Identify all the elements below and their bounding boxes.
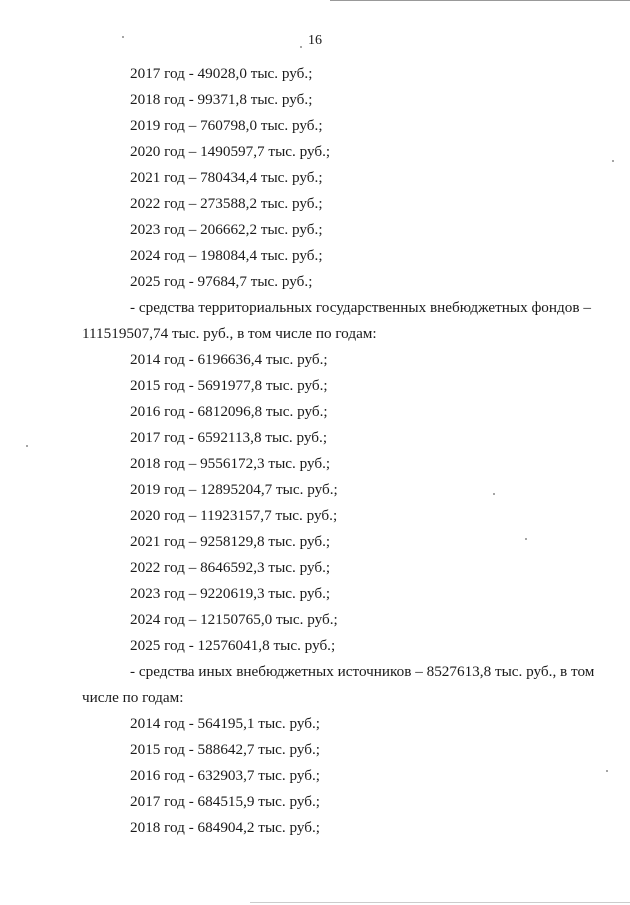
page-number: 16 xyxy=(308,33,322,48)
list-item: 2019 год – 760798,0 тыс. руб.; xyxy=(130,117,323,134)
list-item: 2016 год - 632903,7 тыс. руб.; xyxy=(130,767,321,784)
list-item: 2015 год - 588642,7 тыс. руб.; xyxy=(130,741,321,758)
paragraph-line: числе по годам: xyxy=(82,689,184,706)
list-item: 2023 год – 9220619,3 тыс. руб.; xyxy=(130,585,331,602)
paragraph-line: 111519507,74 тыс. руб., в том числе по годам: xyxy=(82,325,377,342)
list-item: 2022 год – 273588,2 тыс. руб.; xyxy=(130,195,323,212)
scan-edge-top xyxy=(330,0,630,1)
list-item: 2021 год – 9258129,8 тыс. руб.; xyxy=(130,533,331,550)
list-item: 2024 год – 198084,4 тыс. руб.; xyxy=(130,247,323,264)
list-item: 2014 год - 564195,1 тыс. руб.; xyxy=(130,715,321,732)
list-item: 2019 год – 12895204,7 тыс. руб.; xyxy=(130,481,338,498)
list-item: 2017 год - 49028,0 тыс. руб.; xyxy=(130,65,313,82)
scan-speck xyxy=(525,538,527,540)
scan-speck xyxy=(612,160,614,162)
list-item: 2025 год - 97684,7 тыс. руб.; xyxy=(130,273,313,290)
scan-speck xyxy=(300,46,302,48)
scan-speck xyxy=(606,770,608,772)
list-item: 2017 год - 684515,9 тыс. руб.; xyxy=(130,793,321,810)
scan-edge-bottom xyxy=(250,902,630,903)
scan-speck xyxy=(122,36,124,38)
list-item: 2015 год - 5691977,8 тыс. руб.; xyxy=(130,377,328,394)
list-item: 2022 год – 8646592,3 тыс. руб.; xyxy=(130,559,331,576)
list-item: 2017 год - 6592113,8 тыс. руб.; xyxy=(130,429,328,446)
scan-speck xyxy=(26,445,28,447)
list-item: 2014 год - 6196636,4 тыс. руб.; xyxy=(130,351,328,368)
list-item: 2018 год - 684904,2 тыс. руб.; xyxy=(130,819,321,836)
list-item: 2020 год – 1490597,7 тыс. руб.; xyxy=(130,143,331,160)
list-item: 2018 год – 9556172,3 тыс. руб.; xyxy=(130,455,331,472)
paragraph-line: - средства территориальных государственных внебюджетных фондов – xyxy=(130,299,591,316)
list-item: 2018 год - 99371,8 тыс. руб.; xyxy=(130,91,313,108)
list-item: 2020 год – 11923157,7 тыс. руб.; xyxy=(130,507,338,524)
list-item: 2021 год – 780434,4 тыс. руб.; xyxy=(130,169,323,186)
list-item: 2025 год - 12576041,8 тыс. руб.; xyxy=(130,637,336,654)
list-item: 2023 год – 206662,2 тыс. руб.; xyxy=(130,221,323,238)
list-item: 2024 год – 12150765,0 тыс. руб.; xyxy=(130,611,338,628)
paragraph-line: - средства иных внебюджетных источников – 8527613,8 тыс. руб., в том xyxy=(130,663,595,680)
list-item: 2016 год - 6812096,8 тыс. руб.; xyxy=(130,403,328,420)
scan-speck xyxy=(493,493,495,495)
